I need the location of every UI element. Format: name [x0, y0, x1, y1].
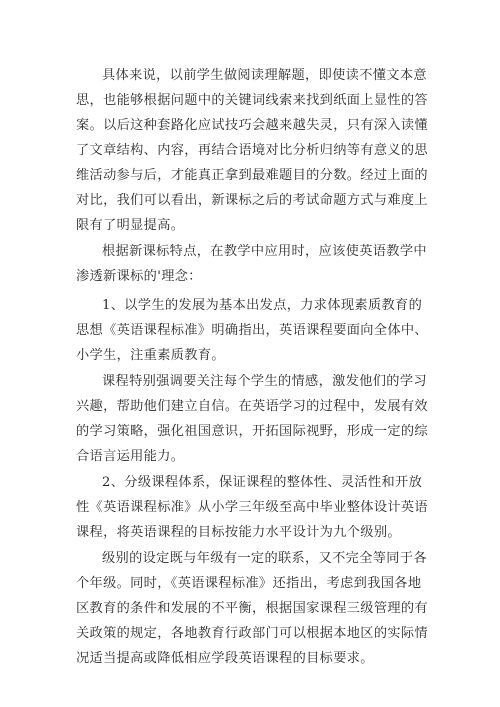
- text-line-8: 根据新课标特点，在教学中应用时，应该使英语教学中: [102, 244, 427, 259]
- text-line-15: 的学习策略，强化祖国意识，开拓国际视野，形成一定的综: [76, 424, 428, 439]
- text-line-14: 兴趣，帮助他们建立自信。在英语学习的过程中，发展有效: [76, 399, 428, 414]
- text-line-22: 区教育的条件和发展的不平衡，根据国家课程三级管理的有: [76, 601, 428, 616]
- text-line-23: 关政策的规定，各地教育行政部门可以根据本地区的实际情: [76, 626, 428, 641]
- text-line-17: 2、分级课程体系，保证课程的整体性、灵活性和开放: [102, 475, 423, 490]
- text-line-7: 限有了明显提高。: [76, 218, 185, 233]
- text-line-19: 课程，将英语课程的目标按能力水平设计为九个级别。: [76, 525, 401, 540]
- text-line-21: 个年级。同时，《英语课程标准》还指出，考虑到我国各地: [76, 576, 422, 591]
- text-line-24: 况适当提高或降低相应学段英语课程的目标要求。: [76, 651, 374, 666]
- text-line-10: 1、以学生的发展为基本出发点，力求体现素质教育的: [102, 298, 423, 313]
- text-line-1: 具体来说，以前学生做阅读理解题，即使读不懂文本意: [102, 68, 427, 83]
- text-line-3: 案。以后这种套路化应试技巧会越来越失灵，只有深入读懂: [76, 118, 428, 133]
- text-line-12: 小学生，注重素质教育。: [76, 348, 225, 363]
- text-line-16: 合语言运用能力。: [76, 449, 185, 464]
- text-line-4: 了文章结构、内容，再结合语境对比分析归纳等有意义的思: [76, 143, 428, 158]
- text-line-5: 维活动参与后，才能真正拿到最难题目的分数。经过上面的: [76, 168, 428, 183]
- text-line-6: 对比，我们可以看出，新课标之后的考试命题方式与难度上: [76, 193, 428, 208]
- text-line-2: 思，也能够根据问题中的关键词线索来找到纸面上显性的答: [76, 93, 428, 108]
- text-line-18: 性《英语课程标准》从小学三年级至高中毕业整体设计英语: [76, 500, 428, 515]
- text-line-13: 课程特别强调要关注每个学生的情感，激发他们的学习: [102, 374, 427, 389]
- text-line-20: 级别的设定既与年级有一定的联系，又不完全等同于各: [102, 551, 427, 566]
- text-line-11: 思想《英语课程标准》明确指出，英语课程要面向全体中、: [76, 323, 428, 338]
- text-line-9: 渗透新课标的'理念：: [76, 269, 202, 284]
